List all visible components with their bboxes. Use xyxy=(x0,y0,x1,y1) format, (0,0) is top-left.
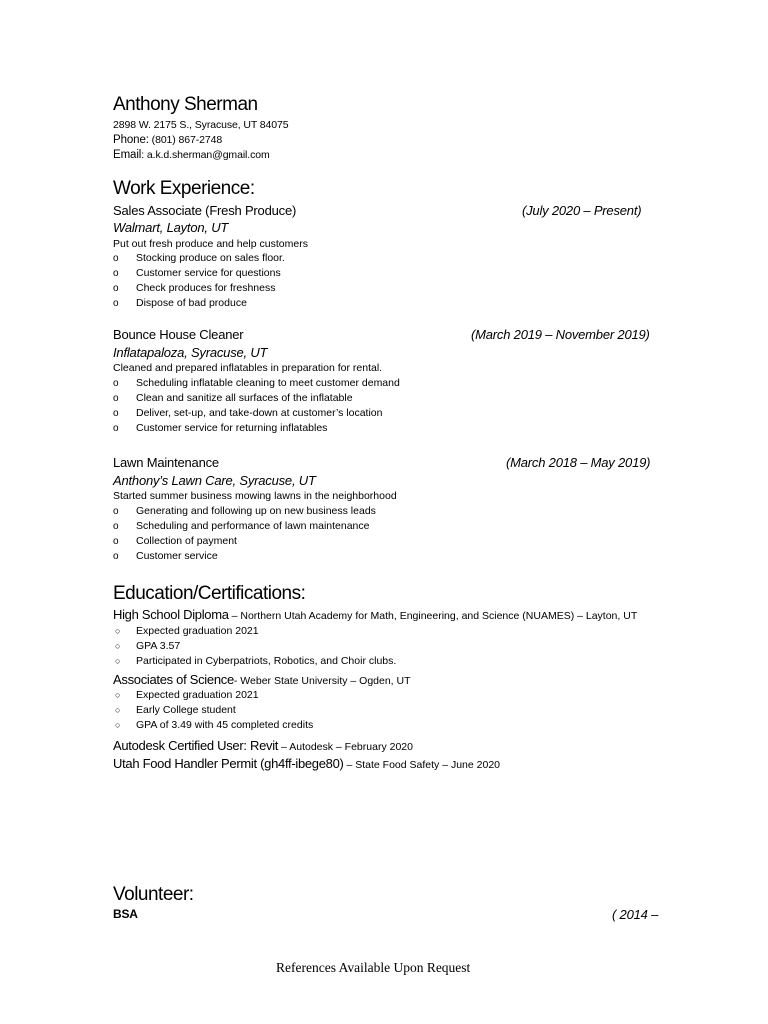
bullet-marker: ○ xyxy=(115,641,121,651)
job-place: Anthony’s Lawn Care, Syracuse, UT xyxy=(113,473,316,488)
email-address: : a.k.d.sherman@gmail.com xyxy=(141,149,270,161)
job-title: Sales Associate (Fresh Produce) xyxy=(113,203,297,218)
job-description: Started summer business mowing lawns in the neighborhood xyxy=(113,490,397,502)
bullet-marker: o xyxy=(113,423,119,434)
job-title: Bounce House Cleaner xyxy=(113,327,244,342)
resume-name: Anthony Sherman xyxy=(113,94,258,115)
bullet-marker: o xyxy=(113,408,119,419)
bullet-marker: o xyxy=(113,551,119,562)
work-experience-heading: Work Experience: xyxy=(113,178,255,199)
bullet-marker: o xyxy=(113,253,119,264)
food-handler-title: Utah Food Handler Permit (gh4ff-ibege80) xyxy=(113,756,344,771)
associates-line xyxy=(113,671,411,689)
associates-detail: - Weber State University – Ogden, UT xyxy=(233,675,411,687)
bullet-marker: ○ xyxy=(115,705,121,715)
bullet-marker: o xyxy=(113,393,119,404)
email-line xyxy=(113,149,270,161)
job-description: Put out fresh produce and help customers xyxy=(113,238,308,250)
job-place: Inflatapaloza, Syracuse, UT xyxy=(113,345,268,360)
autodesk-detail: – Autodesk – February 2020 xyxy=(278,741,413,753)
bullet-marker: ○ xyxy=(115,690,121,700)
phone-label: Phone: xyxy=(113,134,149,146)
address: 2898 W. 2175 S., Syracuse, UT 84075 xyxy=(113,119,289,131)
volunteer-heading: Volunteer: xyxy=(113,884,194,905)
bullet-marker: ○ xyxy=(115,656,121,666)
job-description: Cleaned and prepared inflatables in preparation for rental. xyxy=(113,362,383,374)
volunteer-dates: ( 2014 – xyxy=(612,907,659,922)
references-note: References Available Upon Request xyxy=(276,960,471,975)
phone-number: (801) 867-2748 xyxy=(148,134,223,146)
job-dates: (March 2019 – November 2019) xyxy=(471,327,650,342)
job-dates: (July 2020 – Present) xyxy=(522,203,642,218)
bullet-marker: ○ xyxy=(115,720,121,730)
phone-line xyxy=(113,134,222,146)
job-title: Lawn Maintenance xyxy=(113,455,219,470)
autodesk-title: Autodesk Certified User: Revit xyxy=(113,738,279,753)
bullet-marker: ○ xyxy=(115,626,121,636)
email-label: Email xyxy=(113,149,142,161)
high-school-line xyxy=(113,606,637,624)
volunteer-org: BSA xyxy=(113,907,138,921)
food-handler-line xyxy=(113,755,500,773)
autodesk-line xyxy=(113,737,413,755)
high-school-title: High School Diploma xyxy=(113,607,229,622)
bullet-marker: o xyxy=(113,521,119,532)
bullet-marker: o xyxy=(113,536,119,547)
bullet-marker: o xyxy=(113,506,119,517)
high-school-detail: – Northern Utah Academy for Math, Engineering, and Science (NUAMES) – Layton, UT xyxy=(228,610,638,622)
bullet-marker: o xyxy=(113,283,119,294)
job-dates: (March 2018 – May 2019) xyxy=(506,455,651,470)
bullet-marker: o xyxy=(113,268,119,279)
food-handler-detail: – State Food Safety – June 2020 xyxy=(343,759,501,771)
bullet-marker: o xyxy=(113,378,119,389)
bullet-marker: o xyxy=(113,298,119,309)
job-place: Walmart, Layton, UT xyxy=(113,220,229,235)
education-heading: Education/Certifications: xyxy=(113,583,306,604)
associates-title: Associates of Science xyxy=(113,672,234,687)
